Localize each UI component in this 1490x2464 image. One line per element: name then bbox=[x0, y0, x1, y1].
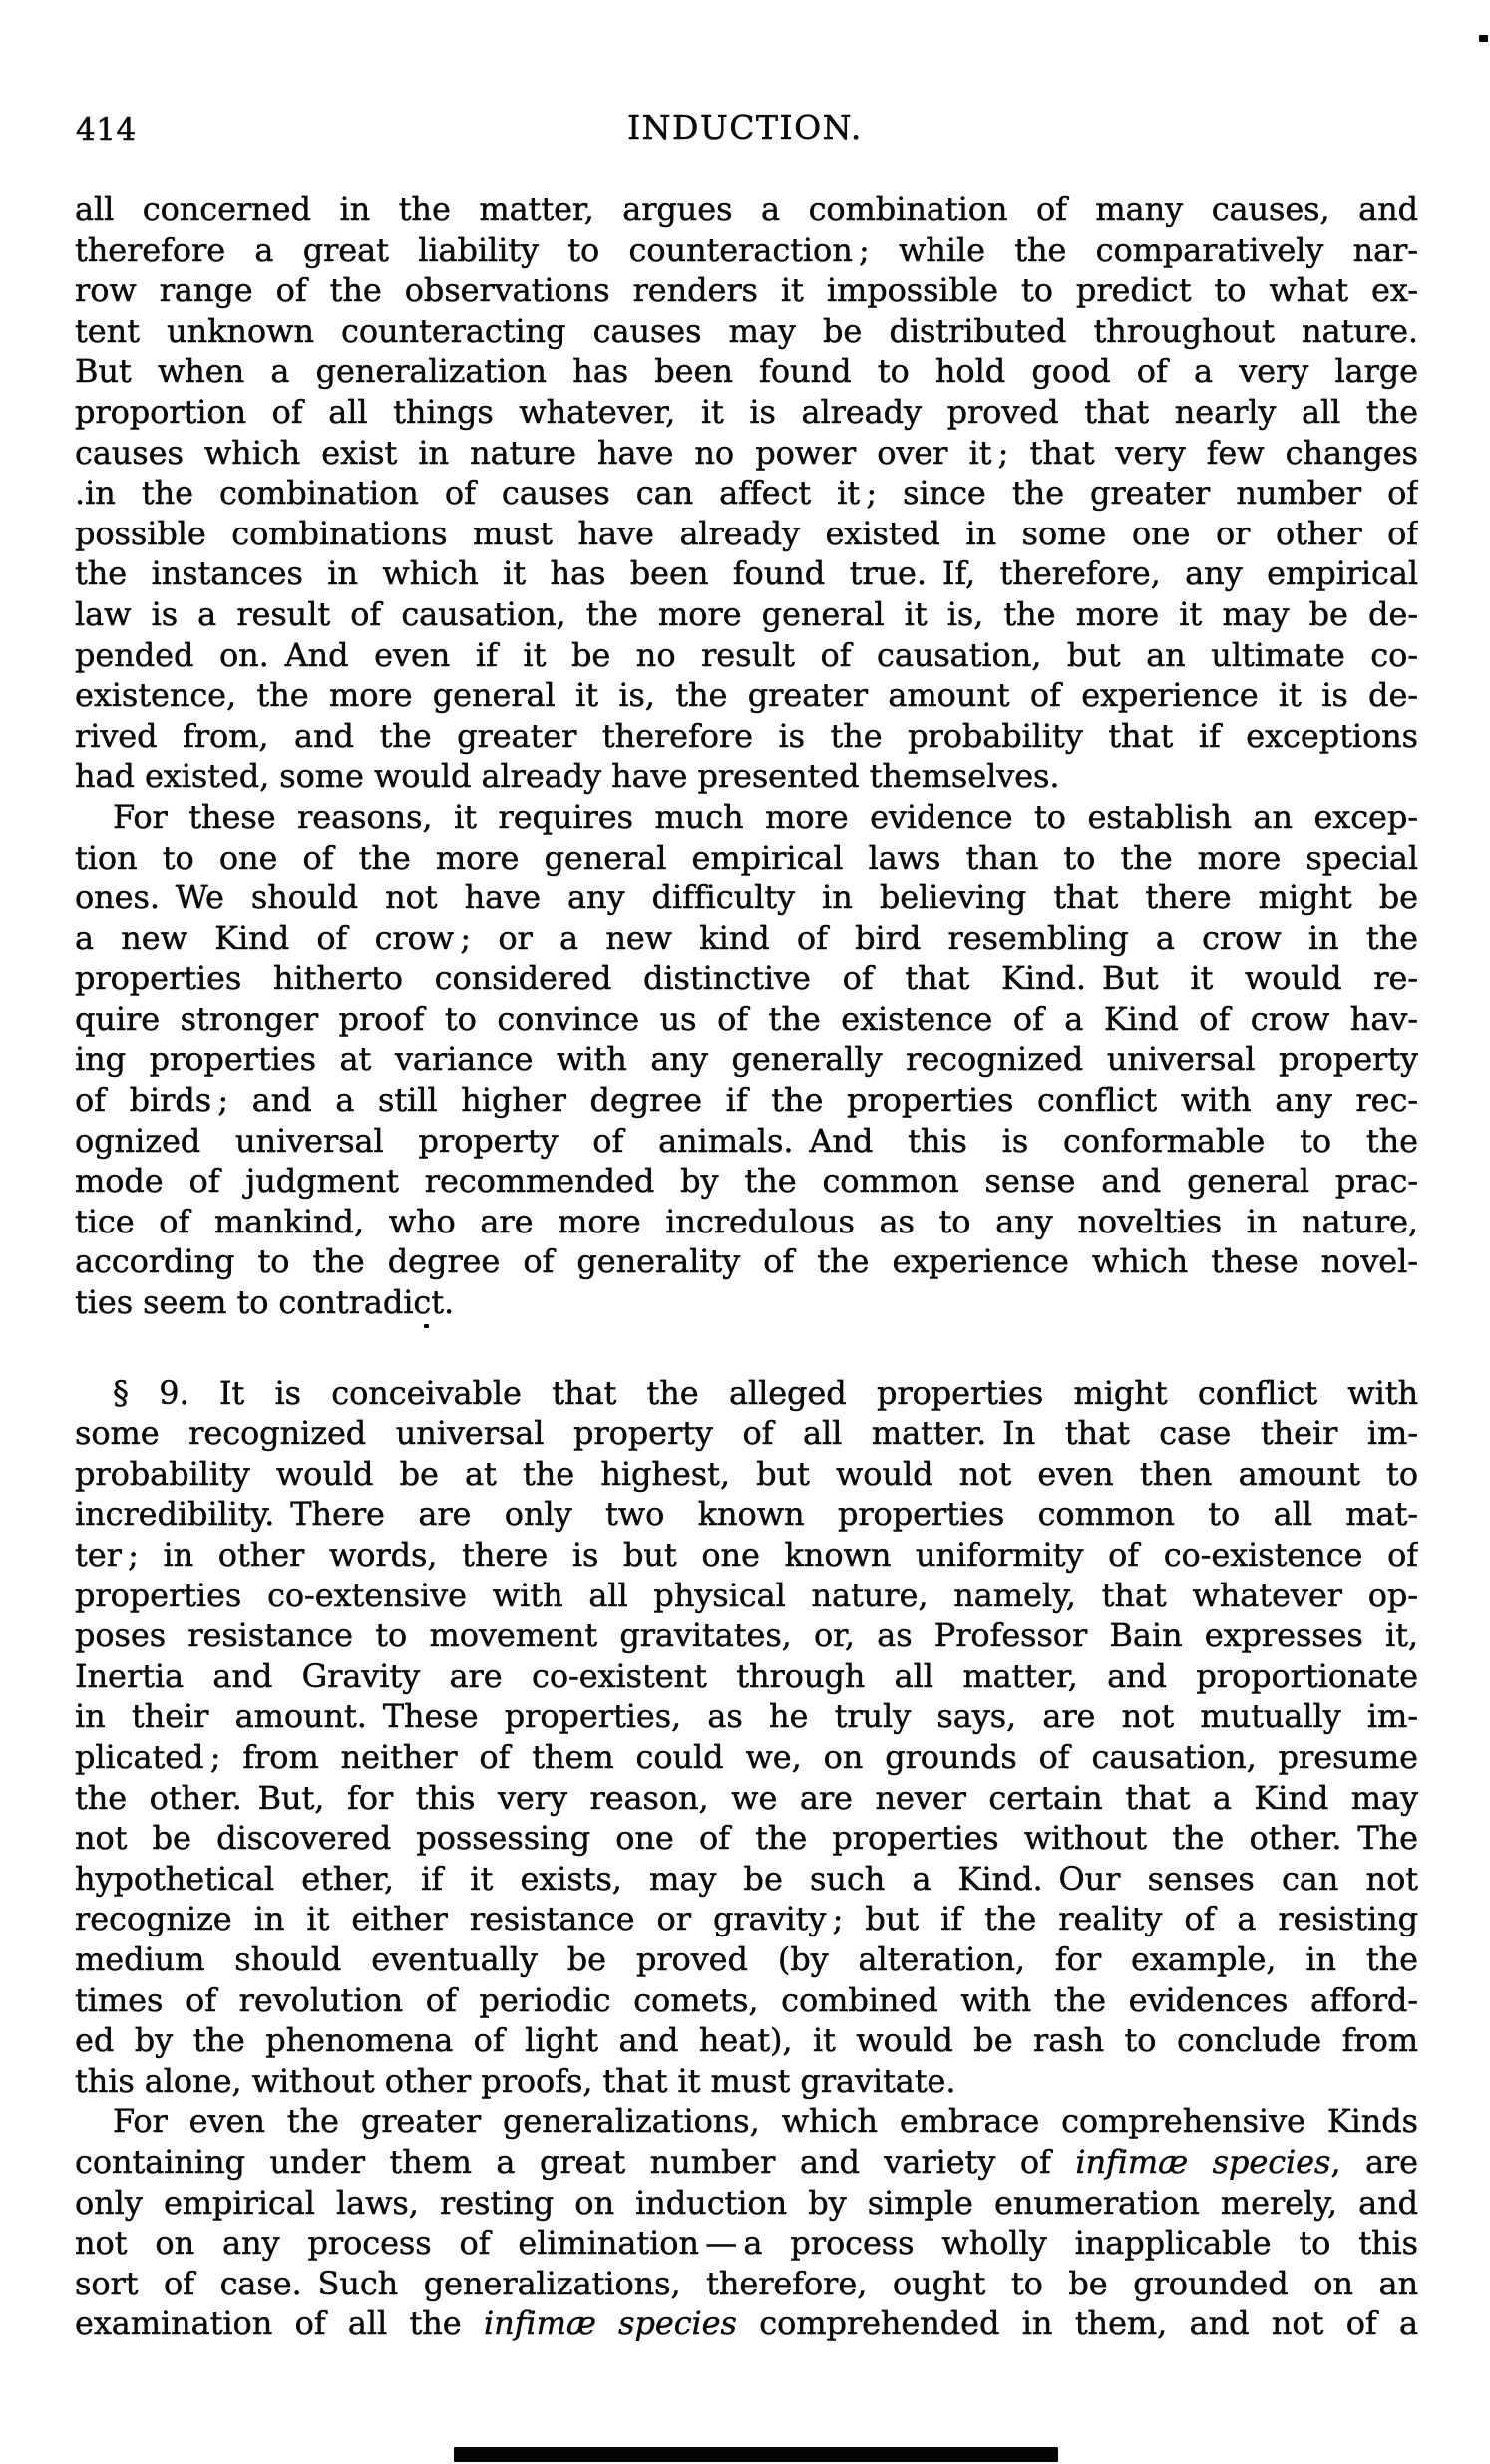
text-block bbox=[75, 189, 1418, 2344]
running-head: INDUCTION. bbox=[627, 108, 863, 147]
text-line: this alone, without other proofs, that it must gravitate. bbox=[75, 2061, 956, 2100]
text-line: tion to one of the more general empirical laws than to the more special bbox=[75, 838, 1418, 877]
text-line: the instances in which it has been found true. If, therefore, any empirical bbox=[75, 554, 1418, 593]
text-line: existence, the more general it is, the greater amount of experience it is de- bbox=[75, 676, 1418, 715]
text-line: quire stronger proof to convince us of the existence of a Kind of crow hav- bbox=[75, 999, 1418, 1038]
corner-speck bbox=[1479, 35, 1488, 42]
text-line: containing under them a great number and variety of infimæ species, are bbox=[75, 2142, 1418, 2181]
text-line: probability would be at the highest, but would not even then amount to bbox=[75, 1454, 1418, 1493]
text-line: plicated ; from neither of them could we, on grounds of causation, presume bbox=[75, 1737, 1418, 1776]
text-line: ed by the phenomena of light and heat), it would be rash to conclude from bbox=[75, 2021, 1418, 2060]
text-line: tice of mankind, who are more incredulous as to any novelties in nature, bbox=[75, 1202, 1418, 1240]
text-line: incredibility. There are only two known properties common to all mat- bbox=[75, 1495, 1418, 1534]
text-line: hypothetical ether, if it exists, may be such a Kind. Our senses can not bbox=[75, 1859, 1418, 1898]
text-line: all concerned in the matter, argues a combination of many causes, and bbox=[75, 190, 1418, 228]
page-number: 414 bbox=[76, 112, 137, 148]
text-line: times of revolution of periodic comets, combined with the evidences afford- bbox=[75, 1980, 1418, 2019]
text-line: proportion of all things whatever, it is already proved that nearly all the bbox=[75, 392, 1418, 431]
text-line: ones. We should not have any difficulty in believing that there might be bbox=[75, 879, 1418, 917]
text-line: properties hitherto considered distinctive of that Kind. But it would re- bbox=[75, 959, 1418, 998]
text-line: For these reasons, it requires much more evidence to establish an excep- bbox=[113, 797, 1418, 836]
text-line: some recognized universal property of all matter. In that case their im- bbox=[75, 1414, 1418, 1453]
text-line: sort of case. Such generalizations, therefore, ought to be grounded on an bbox=[75, 2264, 1418, 2302]
text-line: For even the greater generalizations, which embrace comprehensive Kinds bbox=[113, 2102, 1418, 2141]
italic-text: infimæ species bbox=[484, 2304, 737, 2343]
paragraph-3-section-9 bbox=[75, 1373, 1418, 2102]
text-line: had existed, some would already have presented themselves. bbox=[75, 757, 1060, 796]
text-line: according to the degree of generality of the experience which these novel- bbox=[75, 1242, 1418, 1281]
italic-text: infimæ species bbox=[1075, 2142, 1331, 2181]
paragraph-1 bbox=[75, 189, 1418, 797]
bottom-scan-bar bbox=[454, 2447, 1058, 2462]
text-line: properties co-extensive with all physical nature, namely, that whatever op- bbox=[75, 1576, 1418, 1614]
text-line: only empirical laws, resting on induction by simple enumeration merely, and bbox=[75, 2183, 1418, 2222]
paragraph-4 bbox=[75, 2101, 1418, 2344]
interparagraph-dot bbox=[424, 1324, 429, 1328]
text-line: examination of all the infimæ species comprehended in them, and not of a bbox=[75, 2304, 1418, 2343]
text-line: of birds ; and a still higher degree if the properties conflict with any rec- bbox=[75, 1081, 1418, 1120]
text-line: mode of judgment recommended by the common sense and general prac- bbox=[75, 1162, 1418, 1201]
text-line: a new Kind of crow ; or a new kind of bird resembling a crow in the bbox=[75, 918, 1418, 957]
text-line: ter ; in other words, there is but one known uniformity of co-existence of bbox=[75, 1536, 1418, 1574]
text-line: possible combinations must have already existed in some one or other of bbox=[75, 514, 1418, 552]
text-line: Inertia and Gravity are co-existent through all matter, and proportionate bbox=[75, 1656, 1418, 1695]
text-line: .in the combination of causes can affect it ; since the greater number of bbox=[75, 474, 1418, 513]
text-line: medium should eventually be proved (by alteration, for example, in the bbox=[75, 1939, 1418, 1978]
text-line: in their amount. These properties, as he truly says, are not mutually im- bbox=[75, 1697, 1418, 1736]
text-line: ing properties at variance with any generally recognized universal property bbox=[75, 1040, 1418, 1079]
text-line: causes which exist in nature have no power over it ; that very few changes bbox=[75, 433, 1418, 472]
text-line: recognize in it either resistance or gravity ; but if the reality of a resisting bbox=[75, 1900, 1418, 1938]
text-line: poses resistance to movement gravitates, or, as Professor Bain expresses it, bbox=[75, 1616, 1418, 1655]
paragraph-2 bbox=[75, 797, 1418, 1323]
text-line: But when a generalization has been found to hold good of a very large bbox=[75, 352, 1418, 391]
text-line: the other. But, for this very reason, we are never certain that a Kind may bbox=[75, 1778, 1418, 1817]
text-line: therefore a great liability to counteraction ; while the comparatively nar- bbox=[75, 230, 1418, 269]
text-line: tent unknown counteracting causes may be distributed throughout nature. bbox=[75, 311, 1418, 350]
text-line: not on any process of elimination — a process wholly inapplicable to this bbox=[75, 2224, 1418, 2263]
text-line: row range of the observations renders it impossible to predict to what ex- bbox=[75, 271, 1418, 310]
text-line: pended on. And even if it be no result of causation, but an ultimate co- bbox=[75, 635, 1418, 674]
text-line: ties seem to contradict. bbox=[75, 1283, 455, 1322]
text-line: § 9. It is conceivable that the alleged properties might conflict with bbox=[113, 1373, 1418, 1412]
text-line: not be discovered possessing one of the properties without the other. The bbox=[75, 1819, 1418, 1858]
text-line: ognized universal property of animals. And this is conformable to the bbox=[75, 1121, 1418, 1160]
text-line: rived from, and the greater therefore is the probability that if exceptions bbox=[75, 716, 1418, 755]
text-line: law is a result of causation, the more general it is, the more it may be de- bbox=[75, 594, 1418, 633]
